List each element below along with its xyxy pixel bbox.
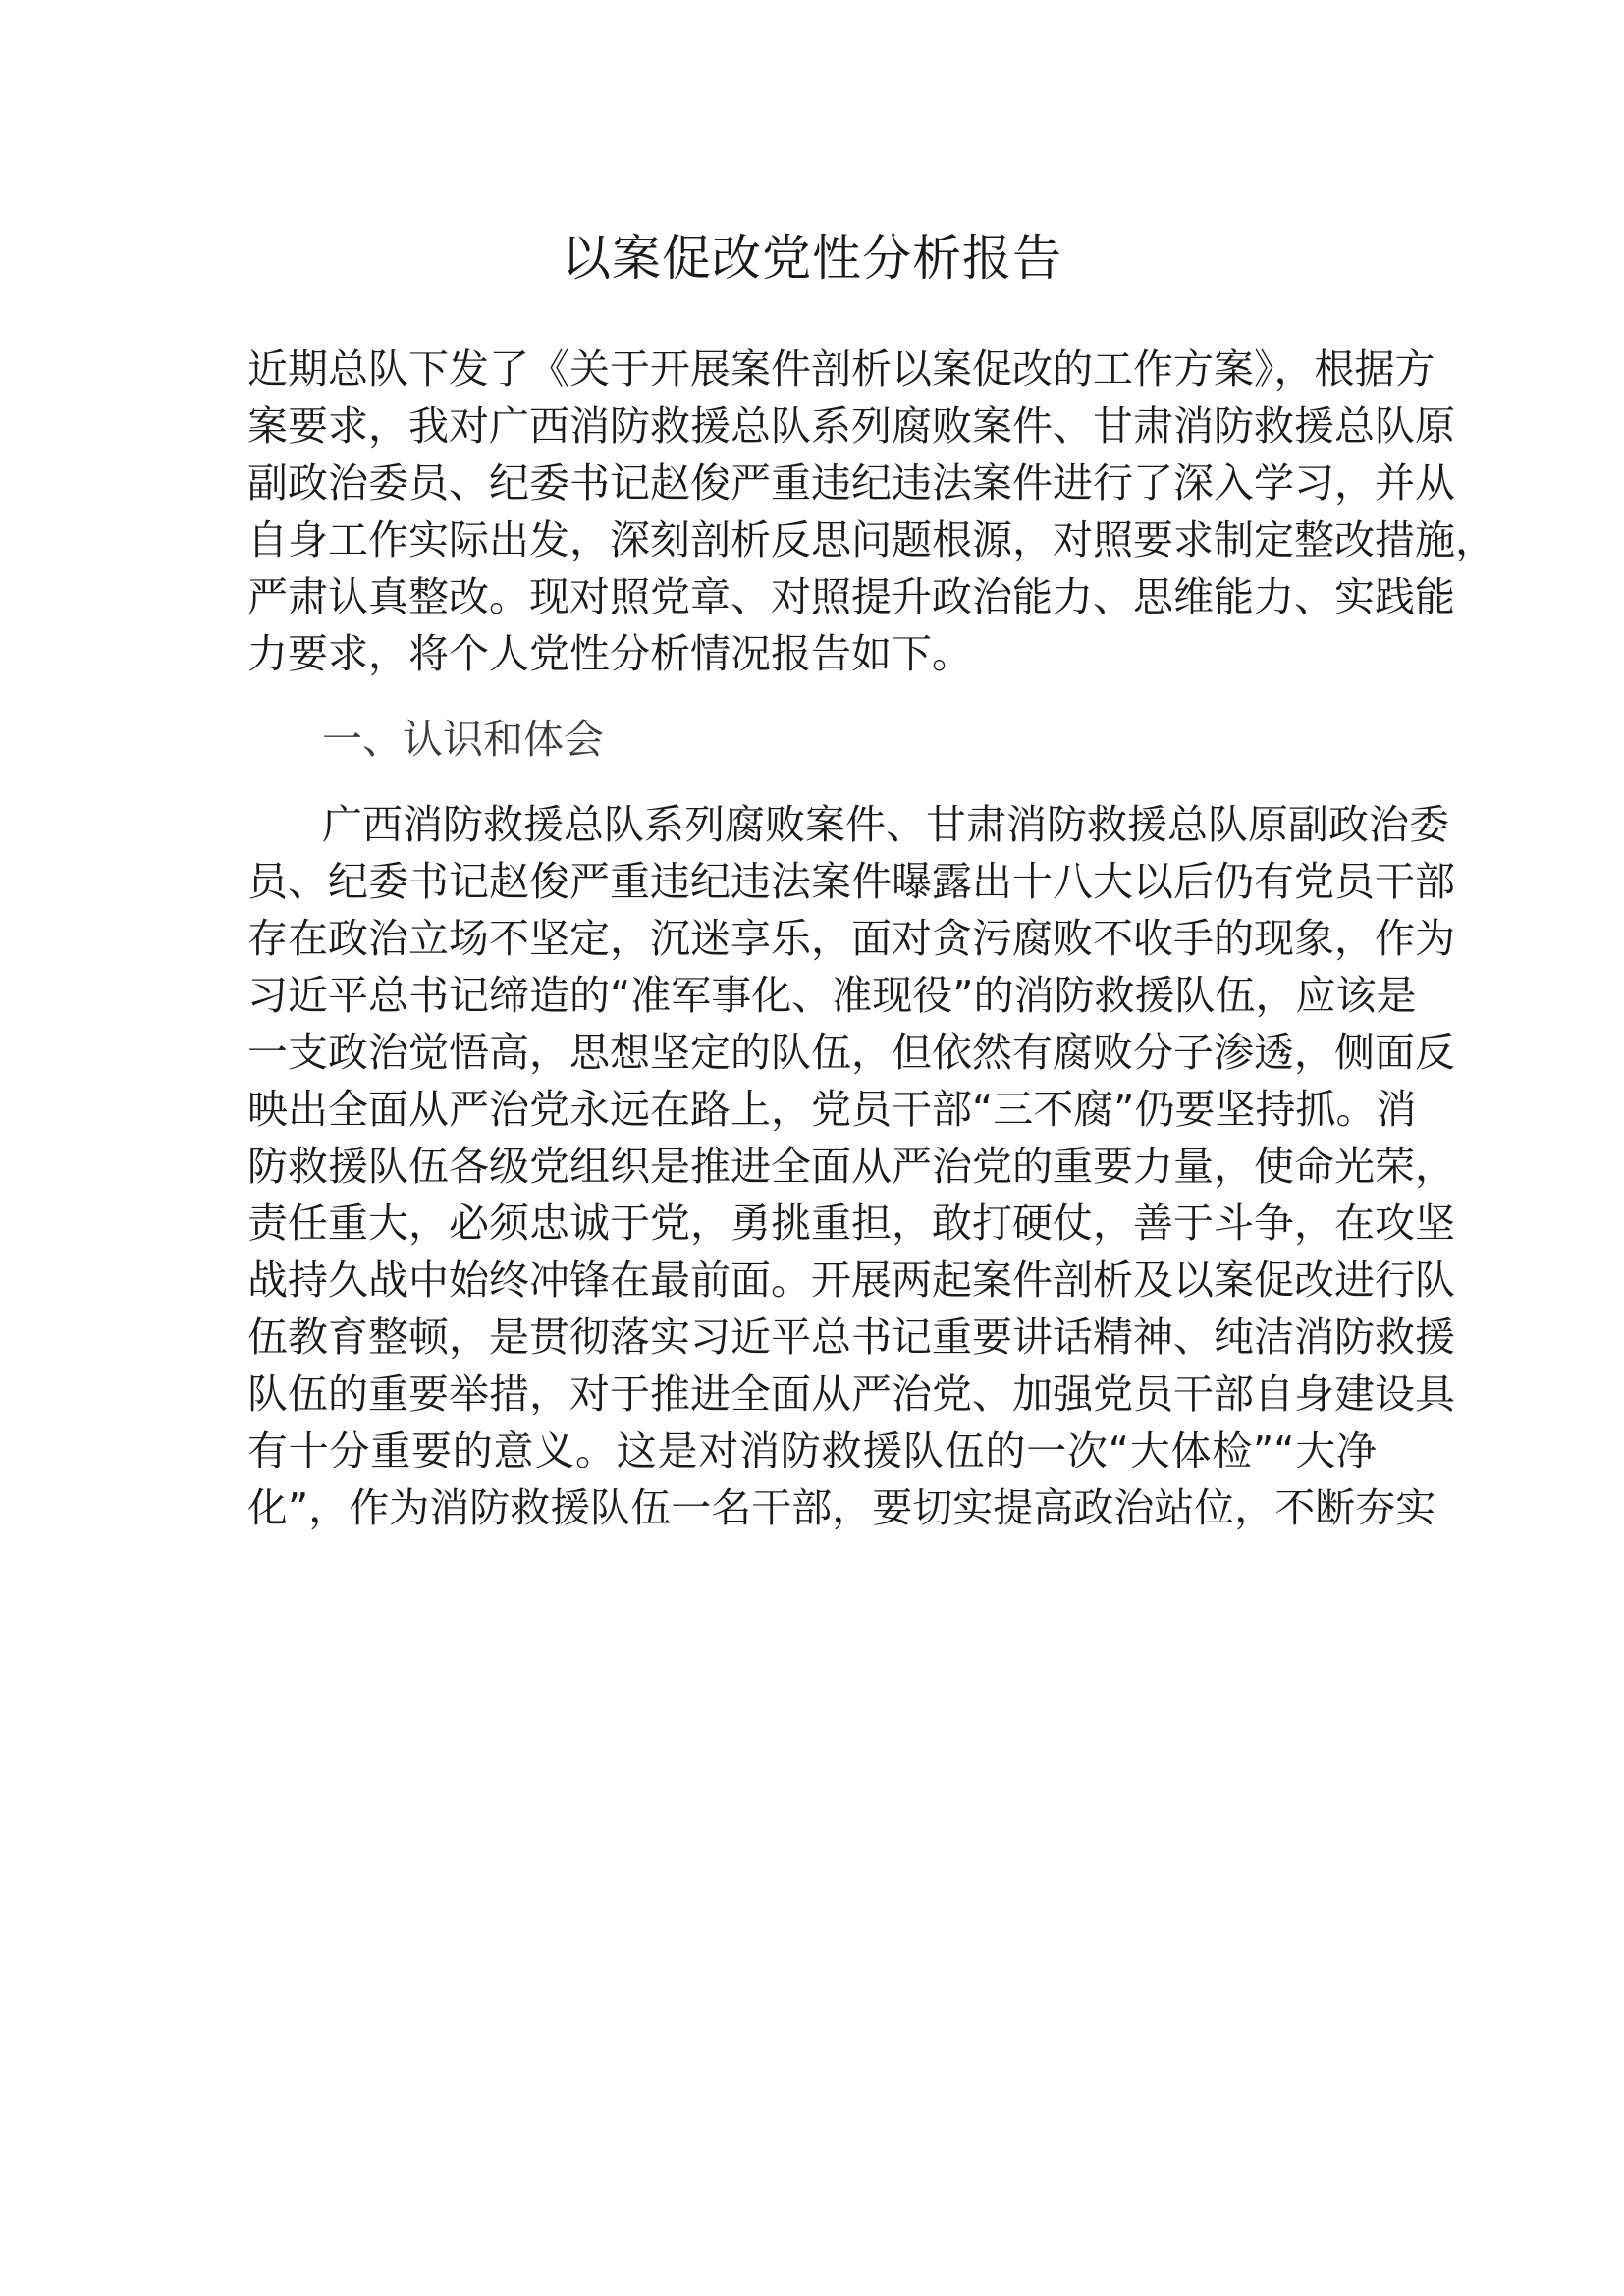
intro-line-1: 近期总队下发了《关于开展案件剖析以案促改的工作方案》，根据方 [247, 346, 1435, 393]
intro-line-2: 案要求，我对广西消防救援总队系列腐败案件、甘肃消防救援总队原 [247, 402, 1455, 450]
intro-line-4: 自身工作实际出发，深刻剖析反思问题根源，对照要求制定整改措施， [247, 516, 1495, 563]
intro-line-6: 力要求，将个人党性分析情况报告如下。 [247, 630, 972, 677]
intro-line-3: 副政治委员、纪委书记赵俊严重违纪违法案件进行了深入学习，并从 [247, 459, 1455, 507]
section1-line-2: 员、纪委书记赵俊严重违纪违法案件曝露出十八大以后仍有党员干部 [247, 858, 1455, 905]
section1-line-9: 战持久战中始终冲锋在最前面。开展两起案件剖析及以案促改进行队 [247, 1256, 1455, 1304]
section1-line-1: 广西消防救援总队系列腐败案件、甘肃消防救援总队原副政治委 [322, 801, 1449, 848]
section1-line-3: 存在政治立场不坚定，沉迷享乐，面对贪污腐败不收手的现象，作为 [247, 915, 1455, 962]
section-heading-1: 一、认识和体会 [322, 716, 604, 763]
section1-line-10: 伍教育整顿，是贯彻落实习近平总书记重要讲话精神、纯洁消防救援 [247, 1313, 1455, 1361]
document-title: 以案促改党性分析报告 [562, 230, 1062, 287]
intro-line-5: 严肃认真整改。现对照党章、对照提升政治能力、思维能力、实践能 [247, 573, 1455, 620]
section1-line-12: 有十分重要的意义。这是对消防救援队伍的一次“大体检”“大净 [247, 1427, 1377, 1474]
section1-line-7: 防救援队伍各级党组织是推进全面从严治党的重要力量，使命光荣， [247, 1143, 1455, 1190]
section1-line-5: 一支政治觉悟高，思想坚定的队伍，但依然有腐败分子渗透，侧面反 [247, 1029, 1455, 1076]
section1-line-4: 习近平总书记缔造的“准军事化、准现役”的消防救援队伍，应该是 [247, 972, 1417, 1019]
section1-line-11: 队伍的重要举措，对于推进全面从严治党、加强党员干部自身建设具 [247, 1370, 1455, 1417]
section1-line-13: 化”，作为消防救援队伍一名干部，要切实提高政治站位，不断夯实 [247, 1484, 1436, 1531]
section1-line-8: 责任重大，必须忠诚于党，勇挑重担，敢打硬仗，善于斗争，在攻坚 [247, 1200, 1455, 1247]
section1-line-6: 映出全面从严治党永远在路上，党员干部“三不腐”仍要坚持抓。消 [247, 1086, 1417, 1133]
